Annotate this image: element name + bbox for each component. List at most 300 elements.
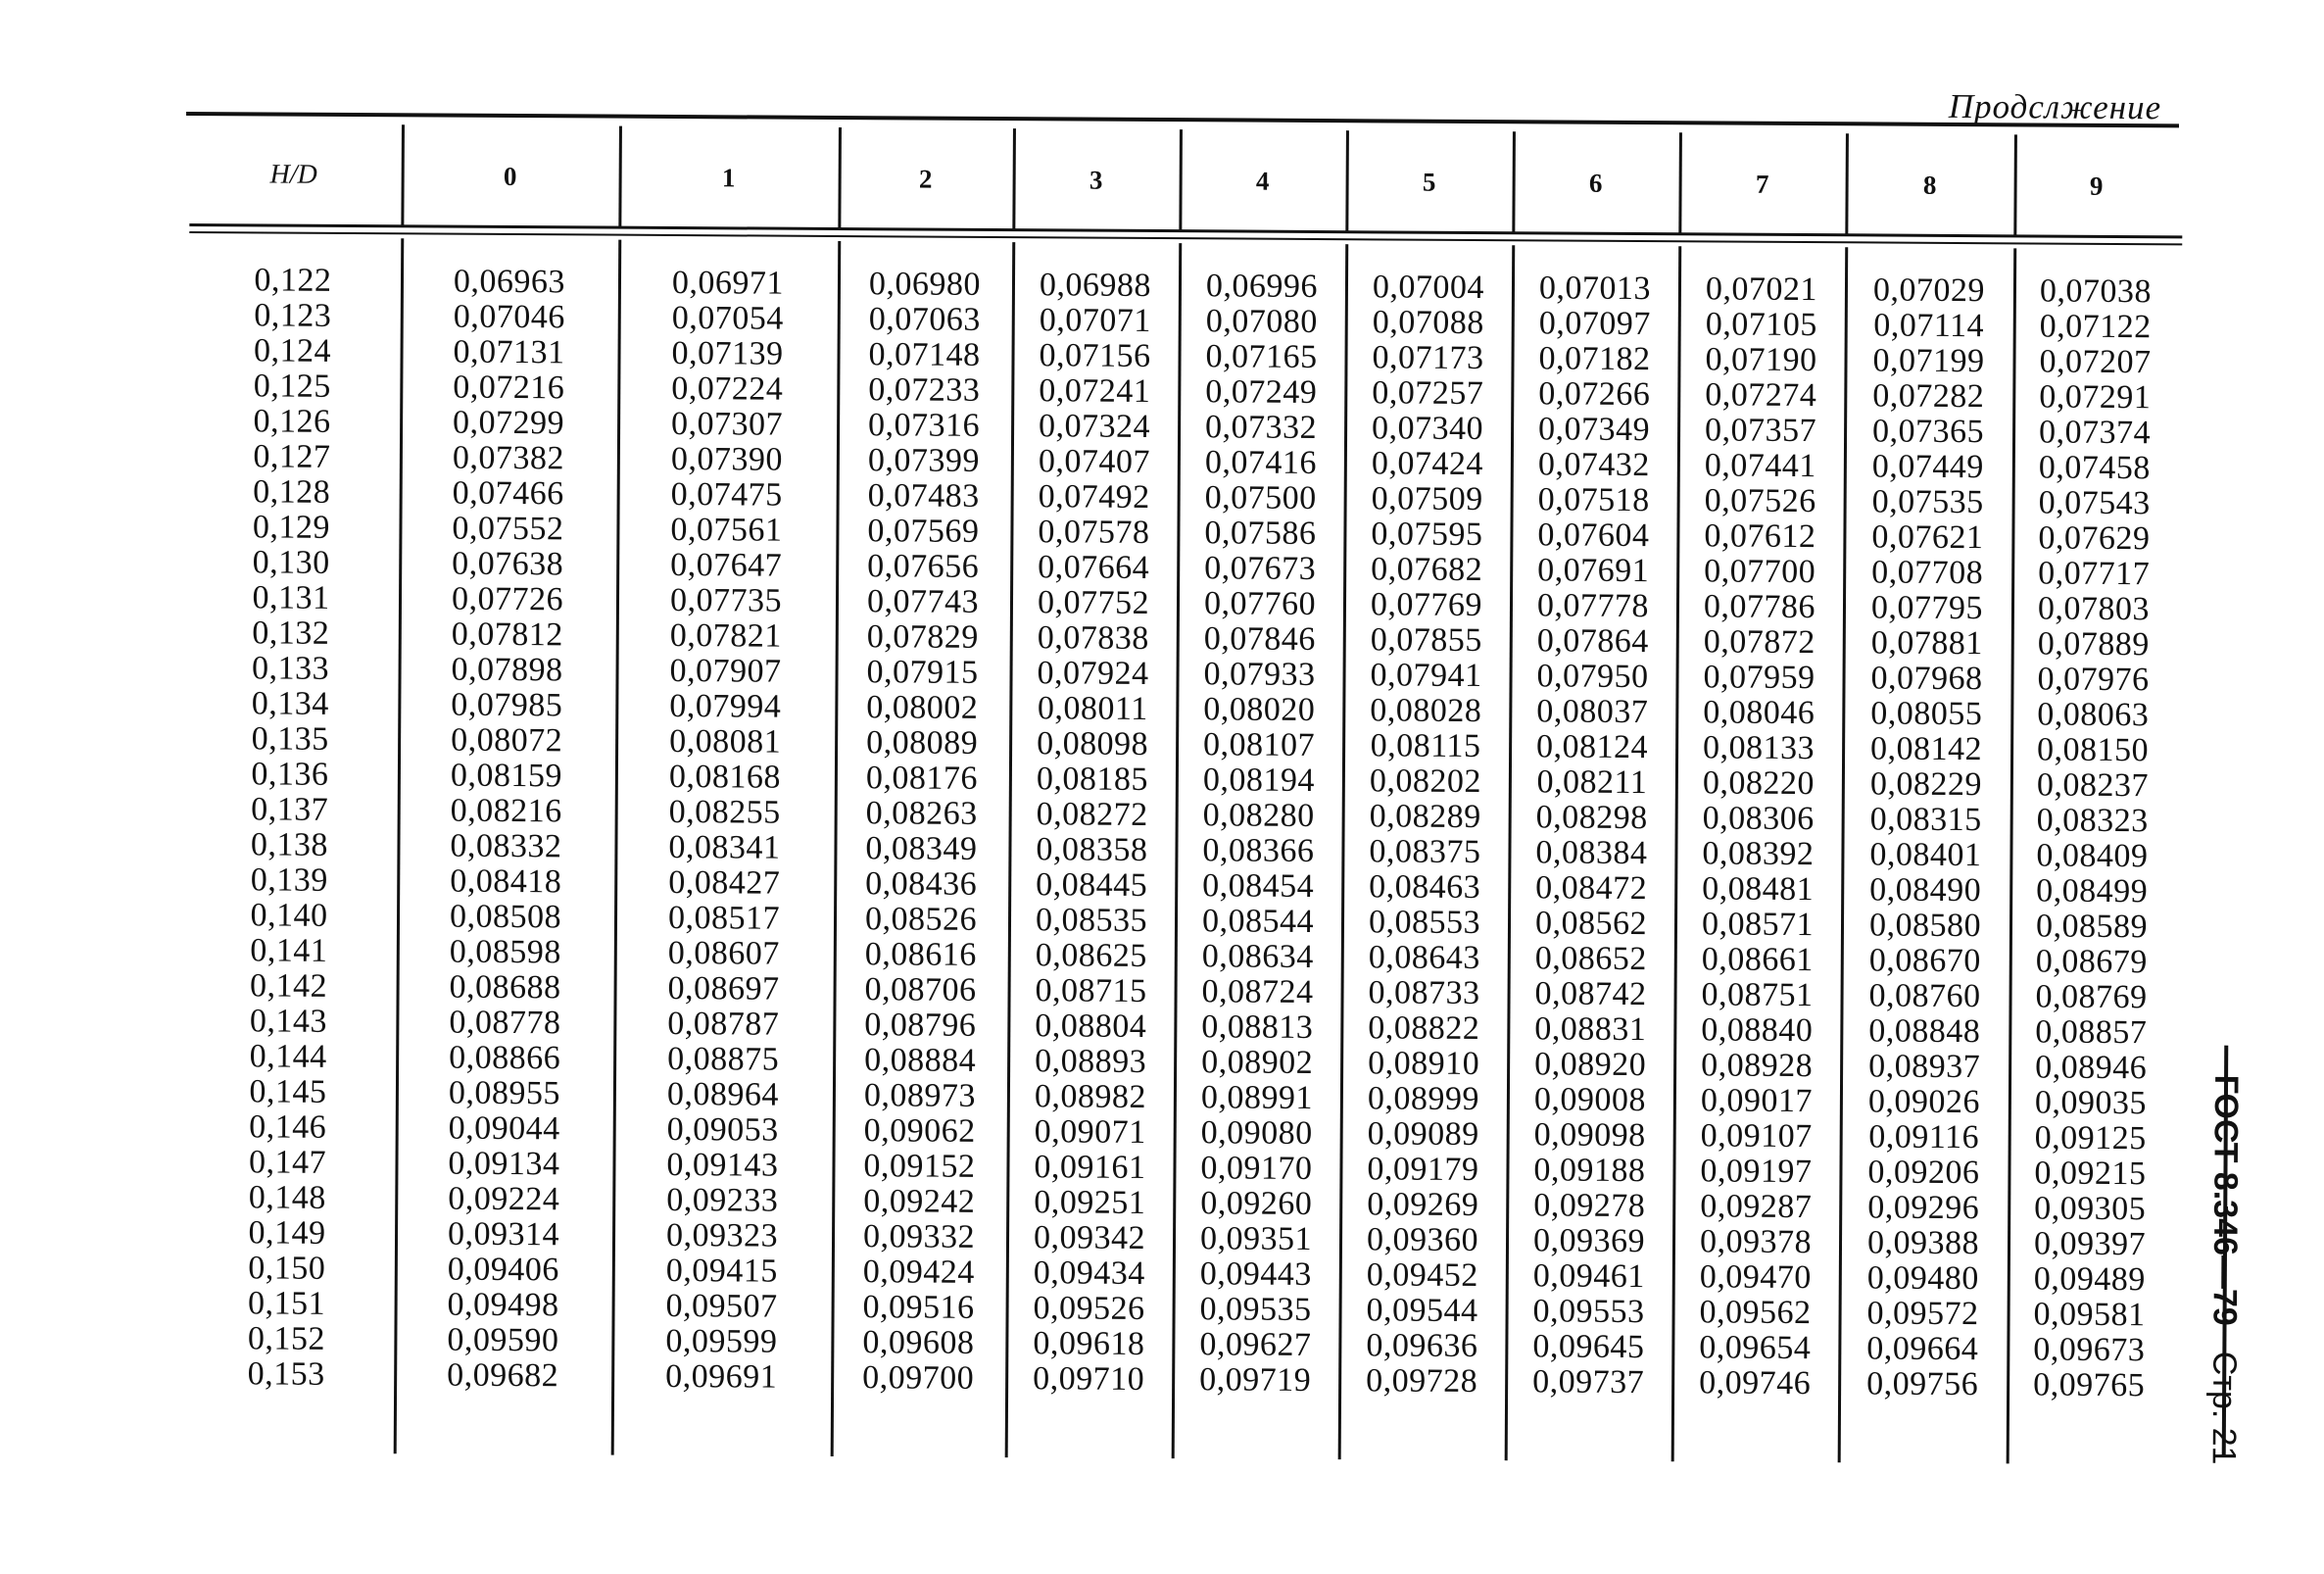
table-cell: 0,07224 — [671, 369, 784, 408]
table-cell: 0,08358 — [1036, 831, 1148, 868]
table-cell: 0,08866 — [449, 1039, 561, 1077]
table-cell: 0,07889 — [2037, 625, 2150, 664]
table-cell: 0,08857 — [2035, 1013, 2148, 1052]
table-cell: 0,07968 — [1870, 660, 1983, 698]
table-cell: 0,08081 — [669, 722, 782, 761]
column-divider — [401, 124, 405, 226]
table-cell: 0,07441 — [1704, 447, 1816, 485]
table-cell: 0,08098 — [1037, 725, 1149, 762]
header-col-2: 2 — [918, 164, 933, 194]
table-cell: 0,09296 — [1867, 1189, 1980, 1227]
table-cell: 0,09332 — [862, 1218, 976, 1255]
table-cell: 0,07382 — [452, 439, 565, 477]
table-cell: 0,09516 — [862, 1289, 975, 1326]
table-cell: 0,07535 — [1871, 483, 1984, 521]
table-cell: 0,07054 — [671, 299, 784, 337]
table-cell: 0,07475 — [670, 475, 783, 514]
table-cell: 0,06996 — [1205, 268, 1319, 305]
table-cell: 0,07907 — [669, 652, 782, 690]
table-cell: 0,08742 — [1534, 975, 1647, 1013]
row-hd-value: 0,128 — [253, 473, 331, 511]
table-cell: 0,07518 — [1537, 481, 1650, 519]
table-cell: 0,07365 — [1871, 413, 1985, 451]
table-cell: 0,09017 — [1700, 1082, 1814, 1120]
table-cell: 0,07812 — [451, 615, 563, 654]
table-cell: 0,07316 — [867, 407, 981, 444]
table-cell: 0,09489 — [2033, 1260, 2146, 1299]
column-divider — [1512, 131, 1516, 233]
table-cell: 0,08598 — [449, 933, 561, 971]
table-cell: 0,07664 — [1038, 549, 1150, 586]
table-cell: 0,09179 — [1367, 1151, 1479, 1189]
table-cell: 0,08272 — [1036, 796, 1148, 833]
table-cell: 0,07821 — [669, 616, 782, 655]
table-cell: 0,07941 — [1370, 657, 1482, 695]
table-cell: 0,07682 — [1371, 551, 1483, 589]
table-cell: 0,08982 — [1034, 1078, 1147, 1115]
table-cell: 0,07708 — [1871, 554, 1984, 592]
header-col-8: 8 — [1922, 170, 1937, 200]
table-cell: 0,07432 — [1537, 446, 1650, 484]
table-cell: 0,08280 — [1202, 797, 1315, 834]
table-cell: 0,08920 — [1534, 1046, 1647, 1084]
table-cell: 0,07673 — [1204, 550, 1317, 587]
table-cell: 0,07924 — [1037, 655, 1149, 692]
table-cell: 0,08999 — [1367, 1080, 1480, 1118]
table-cell: 0,07595 — [1371, 516, 1483, 554]
table-cell: 0,09406 — [447, 1251, 559, 1289]
table-cell: 0,09765 — [2033, 1366, 2146, 1404]
table-cell: 0,07449 — [1871, 448, 1984, 486]
table-cell: 0,08625 — [1035, 937, 1147, 974]
table-cell: 0,07561 — [670, 511, 783, 549]
table-cell: 0,07407 — [1038, 443, 1150, 480]
table-cell: 0,07139 — [671, 334, 784, 372]
table-cell: 0,09369 — [1532, 1222, 1646, 1260]
table-cell: 0,07063 — [868, 301, 981, 338]
table-cell: 0,08544 — [1201, 903, 1315, 940]
table-cell: 0,09507 — [665, 1287, 778, 1325]
table-cell: 0,09287 — [1700, 1188, 1813, 1226]
column-2 — [831, 267, 1012, 1397]
table-cell: 0,07778 — [1536, 587, 1650, 625]
table-cell: 0,07855 — [1370, 621, 1482, 660]
table-cell: 0,07080 — [1205, 303, 1318, 340]
table-cell: 0,08366 — [1202, 832, 1315, 869]
column-7 — [1671, 271, 1845, 1402]
table-cell: 0,07552 — [452, 510, 564, 548]
table-cell: 0,08072 — [451, 721, 563, 760]
table-cell: 0,08490 — [1869, 871, 1982, 910]
table-cell: 0,08229 — [1869, 765, 1983, 804]
table-cell: 0,07274 — [1705, 376, 1817, 415]
table-cell: 0,08375 — [1369, 833, 1481, 871]
table-cell: 0,07881 — [1870, 624, 1983, 663]
table-cell: 0,09351 — [1199, 1220, 1313, 1257]
table-cell: 0,08463 — [1369, 868, 1481, 907]
table-cell: 0,08589 — [2035, 908, 2149, 946]
table-cell: 0,08840 — [1701, 1011, 1814, 1050]
row-hd-value: 0,151 — [248, 1285, 326, 1322]
table-cell: 0,09682 — [447, 1356, 559, 1395]
table-cell: 0,07829 — [866, 618, 979, 656]
table-cell: 0,07803 — [2037, 590, 2151, 628]
table-cell: 0,09008 — [1533, 1081, 1647, 1119]
table-cell: 0,07357 — [1704, 412, 1817, 450]
table-cell: 0,07004 — [1372, 269, 1485, 307]
column-4 — [1172, 269, 1345, 1399]
table-cell: 0,08046 — [1703, 694, 1816, 732]
table-cell: 0,07013 — [1538, 270, 1652, 308]
table-cell: 0,09161 — [1034, 1149, 1146, 1186]
table-cell: 0,08089 — [866, 724, 979, 762]
header-col-4: 4 — [1255, 166, 1270, 196]
table-cell: 0,07257 — [1372, 374, 1484, 413]
table-cell: 0,08526 — [864, 901, 978, 938]
table-cell: 0,07249 — [1205, 373, 1318, 411]
table-cell: 0,09535 — [1199, 1291, 1312, 1328]
column-divider — [838, 127, 842, 229]
table-cell: 0,08255 — [668, 793, 781, 831]
table-cell: 0,08263 — [865, 795, 978, 832]
table-cell: 0,06980 — [868, 266, 982, 303]
table-cell: 0,07846 — [1203, 620, 1316, 658]
row-hd-value: 0,146 — [249, 1108, 327, 1146]
table-cell: 0,07717 — [2038, 555, 2151, 593]
table-cell: 0,09746 — [1699, 1364, 1812, 1402]
table-cell: 0,07569 — [867, 513, 980, 550]
table-cell: 0,08964 — [666, 1075, 780, 1113]
row-hd-value: 0,148 — [248, 1179, 326, 1216]
table-cell: 0,08211 — [1536, 763, 1648, 802]
column-divider — [2013, 134, 2017, 236]
row-hd-value: 0,145 — [249, 1073, 327, 1110]
table-cell: 0,09278 — [1533, 1187, 1646, 1225]
table-cell: 0,07216 — [453, 369, 565, 407]
table-cell: 0,07282 — [1872, 377, 1985, 416]
table-cell: 0,09260 — [1200, 1185, 1313, 1222]
column-divider — [1345, 130, 1349, 232]
table-cell: 0,08401 — [1869, 836, 1982, 874]
table-cell: 0,08679 — [2035, 943, 2148, 981]
table-cell: 0,09089 — [1367, 1115, 1479, 1154]
table-cell: 0,07199 — [1872, 342, 1985, 380]
table-cell: 0,08418 — [450, 862, 562, 901]
table-cell: 0,07241 — [1039, 372, 1151, 410]
table-cell: 0,08384 — [1535, 834, 1648, 872]
table-cell: 0,08946 — [2035, 1049, 2148, 1087]
table-cell: 0,08436 — [865, 865, 978, 903]
table-cell: 0,08409 — [2036, 837, 2149, 875]
table-cell: 0,08902 — [1201, 1044, 1314, 1081]
header-col-9: 9 — [2089, 171, 2104, 201]
table-cell: 0,07029 — [1872, 271, 1986, 310]
table-cell: 0,09470 — [1699, 1258, 1812, 1297]
table-cell: 0,09618 — [1033, 1325, 1145, 1362]
row-hd-value: 0,147 — [248, 1144, 327, 1181]
table-cell: 0,09206 — [1867, 1154, 1980, 1192]
header-col-3: 3 — [1089, 165, 1103, 195]
table-cell: 0,07165 — [1205, 338, 1318, 375]
table-cell: 0,08392 — [1702, 835, 1815, 873]
table-cell: 0,07114 — [1873, 307, 1985, 345]
table-cell: 0,09125 — [2034, 1119, 2147, 1157]
table-cell: 0,08349 — [865, 830, 978, 867]
table-cell: 0,08454 — [1202, 867, 1315, 905]
row-hd-value: 0,142 — [249, 967, 328, 1005]
table-cell: 0,08002 — [866, 689, 979, 726]
table-cell: 0,08670 — [1868, 942, 1981, 980]
table-cell: 0,08991 — [1200, 1079, 1314, 1116]
table-cell: 0,08937 — [1868, 1048, 1981, 1086]
table-cell: 0,08427 — [668, 863, 781, 902]
table-cell: 0,09107 — [1700, 1117, 1813, 1156]
row-hd-value: 0,139 — [250, 861, 328, 899]
table-cell: 0,09710 — [1033, 1360, 1145, 1398]
row-hd-value: 0,153 — [247, 1355, 325, 1393]
column-hd — [178, 263, 401, 1393]
table-cell: 0,07543 — [2038, 484, 2151, 522]
table-cell: 0,08535 — [1035, 902, 1148, 939]
table-cell: 0,08848 — [1868, 1012, 1981, 1051]
column-0 — [394, 264, 618, 1394]
table-cell: 0,08778 — [449, 1004, 561, 1042]
table-cell: 0,09673 — [2033, 1331, 2146, 1369]
table-cell: 0,09700 — [862, 1359, 975, 1397]
row-hd-value: 0,138 — [250, 826, 329, 863]
column-1 — [611, 266, 838, 1396]
table-cell: 0,09553 — [1532, 1293, 1645, 1331]
table-cell: 0,07148 — [868, 336, 981, 373]
table-cell: 0,08472 — [1535, 869, 1648, 908]
column-8 — [1838, 272, 2013, 1402]
table-cell: 0,08875 — [667, 1040, 780, 1078]
table-cell: 0,07795 — [1870, 589, 1984, 627]
table-cell: 0,09080 — [1200, 1114, 1313, 1152]
table-cell: 0,07760 — [1203, 585, 1317, 622]
continuation-label: Продслжение — [1948, 86, 2162, 127]
table-cell: 0,07656 — [867, 548, 980, 585]
table-cell: 0,07864 — [1536, 622, 1649, 661]
table-cell: 0,08643 — [1368, 939, 1480, 977]
table-cell: 0,08194 — [1202, 762, 1316, 799]
table-cell: 0,07735 — [669, 581, 783, 619]
row-hd-value: 0,129 — [252, 509, 331, 546]
table-cell: 0,09397 — [2033, 1225, 2147, 1263]
column-divider — [1179, 129, 1183, 231]
table-cell: 0,09526 — [1033, 1290, 1145, 1327]
table-cell: 0,07424 — [1371, 445, 1483, 483]
table-cell: 0,09581 — [2033, 1296, 2146, 1334]
table-cell: 0,07985 — [451, 686, 563, 724]
table-cell: 0,09664 — [1866, 1330, 1979, 1368]
table-cell: 0,06963 — [453, 263, 566, 301]
table-cell: 0,07604 — [1537, 516, 1650, 555]
row-hd-value: 0,123 — [254, 297, 332, 334]
table-cell: 0,08202 — [1369, 762, 1482, 801]
table-cell: 0,08063 — [2037, 696, 2150, 734]
table-cell: 0,08315 — [1869, 801, 1982, 839]
row-hd-value: 0,135 — [251, 720, 329, 758]
row-hd-value: 0,127 — [253, 438, 331, 475]
table-cell: 0,08508 — [449, 898, 562, 936]
header-col-6: 6 — [1588, 168, 1603, 198]
table-cell: 0,08115 — [1370, 727, 1481, 765]
table-cell: 0,09197 — [1700, 1153, 1813, 1191]
table-cell: 0,08298 — [1535, 799, 1648, 837]
table-cell: 0,09269 — [1367, 1186, 1479, 1224]
row-hd-value: 0,132 — [252, 615, 330, 652]
table-cell: 0,09170 — [1200, 1150, 1313, 1187]
table-cell: 0,09461 — [1532, 1257, 1645, 1296]
table-cell: 0,09215 — [2034, 1155, 2147, 1193]
table-cell: 0,09062 — [863, 1112, 976, 1150]
table-cell: 0,09378 — [1699, 1223, 1813, 1261]
table-cell: 0,09424 — [862, 1254, 975, 1291]
table-cell: 0,07266 — [1538, 375, 1651, 414]
header-col-7: 7 — [1755, 169, 1769, 199]
table-cell: 0,07233 — [868, 371, 981, 409]
table-cell: 0,08724 — [1201, 973, 1314, 1010]
table-cell: 0,08159 — [450, 757, 563, 795]
table-cell: 0,08571 — [1701, 906, 1815, 944]
table-cell: 0,08028 — [1370, 692, 1482, 730]
table-cell: 0,08499 — [2036, 872, 2149, 910]
table-cell: 0,08306 — [1702, 800, 1815, 838]
table-cell: 0,08973 — [863, 1077, 977, 1114]
table-cell: 0,07038 — [2039, 272, 2153, 311]
table-cell: 0,09152 — [863, 1148, 976, 1185]
table-cell: 0,07071 — [1039, 302, 1151, 339]
table-cell: 0,07752 — [1037, 584, 1150, 621]
table-cell: 0,08289 — [1369, 798, 1481, 836]
table-cell: 0,09480 — [1866, 1259, 1979, 1298]
table-cell: 0,09044 — [448, 1109, 560, 1148]
table-cell: 0,08055 — [1870, 695, 1983, 733]
table-cell: 0,07399 — [867, 442, 981, 479]
table-cell: 0,09251 — [1034, 1184, 1146, 1221]
table-cell: 0,09323 — [665, 1216, 779, 1254]
table-cell: 0,09608 — [862, 1324, 975, 1361]
table-cell: 0,07743 — [866, 583, 980, 620]
table-cell: 0,08124 — [1536, 728, 1649, 766]
table-cell: 0,08706 — [864, 971, 977, 1008]
row-hd-value: 0,152 — [247, 1320, 326, 1357]
table-cell: 0,07647 — [670, 546, 783, 584]
table-cell: 0,07950 — [1536, 658, 1649, 696]
row-hd-value: 0,134 — [251, 685, 329, 722]
header-col-1: 1 — [721, 162, 736, 192]
row-hd-value: 0,149 — [248, 1214, 326, 1252]
table-cell: 0,09388 — [1866, 1224, 1980, 1262]
table-cell: 0,07483 — [867, 477, 980, 515]
table-cell: 0,09143 — [666, 1146, 779, 1184]
table-cell: 0,08150 — [2036, 731, 2150, 769]
column-5 — [1338, 270, 1512, 1400]
table-cell: 0,09691 — [665, 1357, 778, 1396]
table-cell: 0,08216 — [450, 792, 562, 830]
table-cell: 0,08562 — [1534, 905, 1648, 943]
table-cell: 0,09654 — [1699, 1329, 1812, 1367]
table-cell: 0,07105 — [1705, 306, 1817, 344]
row-hd-value: 0,125 — [253, 368, 331, 405]
table-cell: 0,08813 — [1201, 1008, 1314, 1046]
table-cell: 0,09498 — [447, 1286, 559, 1324]
row-hd-value: 0,133 — [251, 650, 330, 687]
table-cell: 0,07700 — [1704, 553, 1816, 591]
table-cell: 0,07586 — [1204, 515, 1317, 552]
column-3 — [1005, 268, 1179, 1398]
table-cell: 0,09443 — [1199, 1255, 1312, 1293]
table-cell: 0,08688 — [449, 968, 561, 1007]
side-label — [2198, 1075, 2251, 1497]
table-cell: 0,07933 — [1203, 656, 1316, 693]
table-cell: 0,08661 — [1701, 941, 1814, 979]
table-cell: 0,07299 — [453, 404, 565, 442]
table-cell: 0,08020 — [1203, 691, 1316, 728]
table-cell: 0,09026 — [1867, 1083, 1981, 1121]
table-cell: 0,09314 — [447, 1215, 560, 1254]
row-hd-value: 0,150 — [248, 1250, 326, 1287]
table-cell: 0,07526 — [1704, 482, 1816, 520]
table-cell: 0,07291 — [2039, 378, 2152, 417]
table-cell: 0,08323 — [2036, 802, 2149, 840]
table-cell: 0,07976 — [2037, 661, 2150, 699]
table-cell: 0,07324 — [1038, 408, 1151, 445]
table-cell: 0,07466 — [452, 474, 564, 513]
table-cell: 0,07122 — [2039, 308, 2152, 346]
table-cell: 0,07726 — [451, 580, 564, 618]
table-cell: 0,09434 — [1033, 1254, 1145, 1292]
table-cell: 0,08517 — [667, 899, 781, 937]
table-cell: 0,09590 — [447, 1321, 559, 1359]
column-divider — [1678, 132, 1682, 234]
table-cell: 0,09342 — [1033, 1219, 1146, 1256]
table-cell: 0,07509 — [1371, 480, 1483, 518]
column-divider — [1845, 133, 1849, 235]
table-cell: 0,08822 — [1368, 1009, 1480, 1048]
table-cell: 0,07307 — [671, 405, 784, 443]
column-divider — [1012, 128, 1016, 230]
table-cell: 0,06988 — [1039, 267, 1152, 304]
table-cell: 0,07182 — [1538, 340, 1651, 378]
table-cell: 0,09242 — [863, 1183, 976, 1220]
table-cell: 0,09134 — [448, 1145, 560, 1183]
table-cell: 0,09305 — [2034, 1190, 2147, 1228]
table-cell: 0,08831 — [1534, 1010, 1647, 1049]
table-cell: 0,08733 — [1368, 974, 1480, 1012]
table-cell: 0,09728 — [1366, 1362, 1478, 1401]
table-cell: 0,08176 — [865, 760, 979, 797]
header-col-5: 5 — [1422, 167, 1436, 197]
table-cell: 0,07131 — [453, 333, 565, 371]
row-hd-value: 0,124 — [253, 332, 332, 369]
column-6 — [1505, 271, 1678, 1401]
row-hd-value: 0,136 — [251, 756, 329, 793]
table-cell: 0,08796 — [864, 1007, 977, 1044]
table-cell: 0,08760 — [1868, 977, 1981, 1015]
table-cell: 0,07898 — [451, 651, 563, 689]
table-cell: 0,07390 — [670, 440, 784, 478]
table-cell: 0,08751 — [1701, 976, 1814, 1014]
table-cell: 0,07088 — [1372, 304, 1484, 342]
row-hd-value: 0,143 — [249, 1003, 327, 1040]
table-cell: 0,07500 — [1204, 479, 1317, 516]
table-cell: 0,08220 — [1702, 764, 1816, 803]
table-cell: 0,09452 — [1366, 1256, 1478, 1295]
table-cell: 0,07416 — [1204, 444, 1317, 481]
table-cell: 0,08107 — [1203, 726, 1316, 763]
